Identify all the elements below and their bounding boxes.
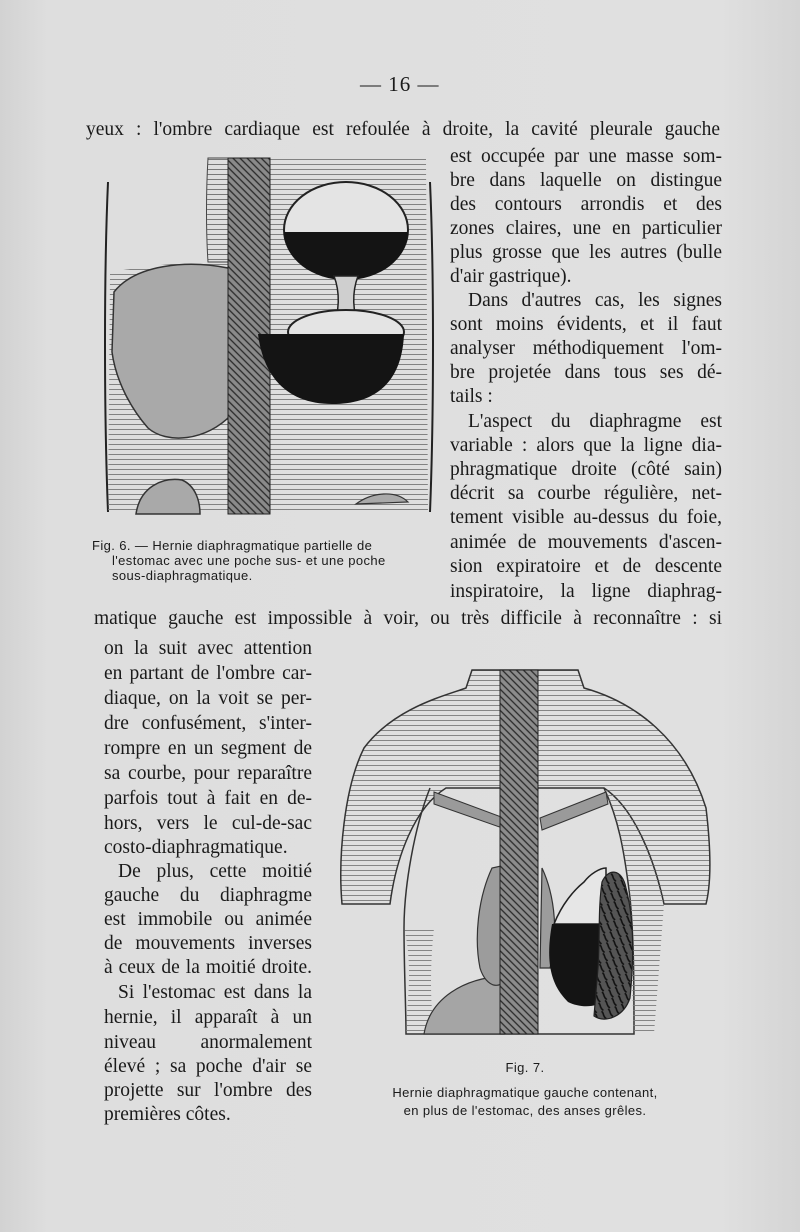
text-line: plus grosse que les autres (bulle	[450, 242, 722, 263]
figure-6-caption: Fig. 6. — Hernie diaphragmatique partielle de	[92, 538, 373, 553]
text-line: élevé ; sa poche d'air se	[104, 1056, 312, 1077]
page-number: — 16 —	[360, 72, 440, 96]
text-line: on la suit avec attention	[104, 638, 312, 659]
text-line: tails :	[450, 386, 493, 407]
figure-7-label: Fig. 7.	[505, 1060, 545, 1075]
figure-7-caption: en plus de l'estomac, des anses grêles.	[403, 1103, 647, 1118]
text-line: gauche du diaphragme	[104, 885, 312, 906]
text-line: projette sur l'ombre des	[104, 1080, 312, 1101]
text-line: bre dans laquelle on distingue	[450, 170, 722, 191]
text-line: animée de mouvements d'ascen-	[450, 532, 722, 553]
text-line: à ceux de la moitié droite.	[104, 957, 312, 978]
text-line: sa courbe, pour reparaître	[104, 763, 312, 784]
text-line: est immobile ou animée	[104, 909, 312, 930]
text-line: Si l'estomac est dans la	[118, 982, 312, 1003]
text-line: sont moins évidents, et il faut	[450, 314, 722, 335]
figure-6-caption: l'estomac avec une poche sus- et une poche	[112, 553, 386, 568]
figure-7-radiograph	[334, 668, 716, 1040]
text-line: d'air gastrique).	[450, 266, 572, 287]
text-line: premières côtes.	[104, 1104, 231, 1125]
text-line: hernie, il apparaît à un	[104, 1007, 312, 1028]
text-line: costo-diaphragmatique.	[104, 837, 288, 858]
text-line: hors, vers le cul-de-sac	[104, 813, 312, 834]
text-line: zones claires, une en particulier	[450, 218, 722, 239]
text-line: tement visible au-dessus du foie,	[450, 507, 722, 528]
text-line: niveau anormalement	[104, 1032, 312, 1053]
figure-6-caption: sous-diaphragmatique.	[112, 568, 253, 583]
text-line: yeux : l'ombre cardiaque est refoulée à droite, la cavité pleurale gauche	[86, 119, 720, 140]
text-line: rompre en un segment de	[104, 738, 312, 759]
text-line: matique gauche est impossible à voir, ou très difficile à reconnaître : si	[94, 608, 722, 629]
text-line: en partant de l'ombre car-	[104, 663, 312, 684]
text-line: bre projetée dans tous ses dé-	[450, 362, 722, 383]
text-line: analyser méthodiquement l'om-	[450, 338, 722, 359]
text-line: décrit sa courbe régulière, net-	[450, 483, 722, 504]
text-line: phragmatique droite (côté sain)	[450, 459, 722, 480]
text-line: de mouvements inverses	[104, 933, 312, 954]
text-line: des contours arrondis et des	[450, 194, 722, 215]
text-line: sion expiratoire et de descente	[450, 556, 722, 577]
text-line: variable : alors que la ligne dia-	[450, 435, 722, 456]
text-line: parfois tout à fait en de-	[104, 788, 312, 809]
text-line: est occupée par une masse som-	[450, 146, 722, 167]
figure-6-radiograph	[96, 152, 442, 524]
text-line: Dans d'autres cas, les signes	[468, 290, 722, 311]
text-line: diaque, on la voit se per-	[104, 688, 312, 709]
text-line: De plus, cette moitié	[118, 861, 312, 882]
text-line: L'aspect du diaphragme est	[468, 411, 722, 432]
figure-7-caption: Hernie diaphragmatique gauche contenant,	[392, 1085, 658, 1100]
text-line: inspiratoire, la ligne diaphrag-	[450, 581, 722, 602]
text-line: dre confusément, s'inter-	[104, 713, 312, 734]
